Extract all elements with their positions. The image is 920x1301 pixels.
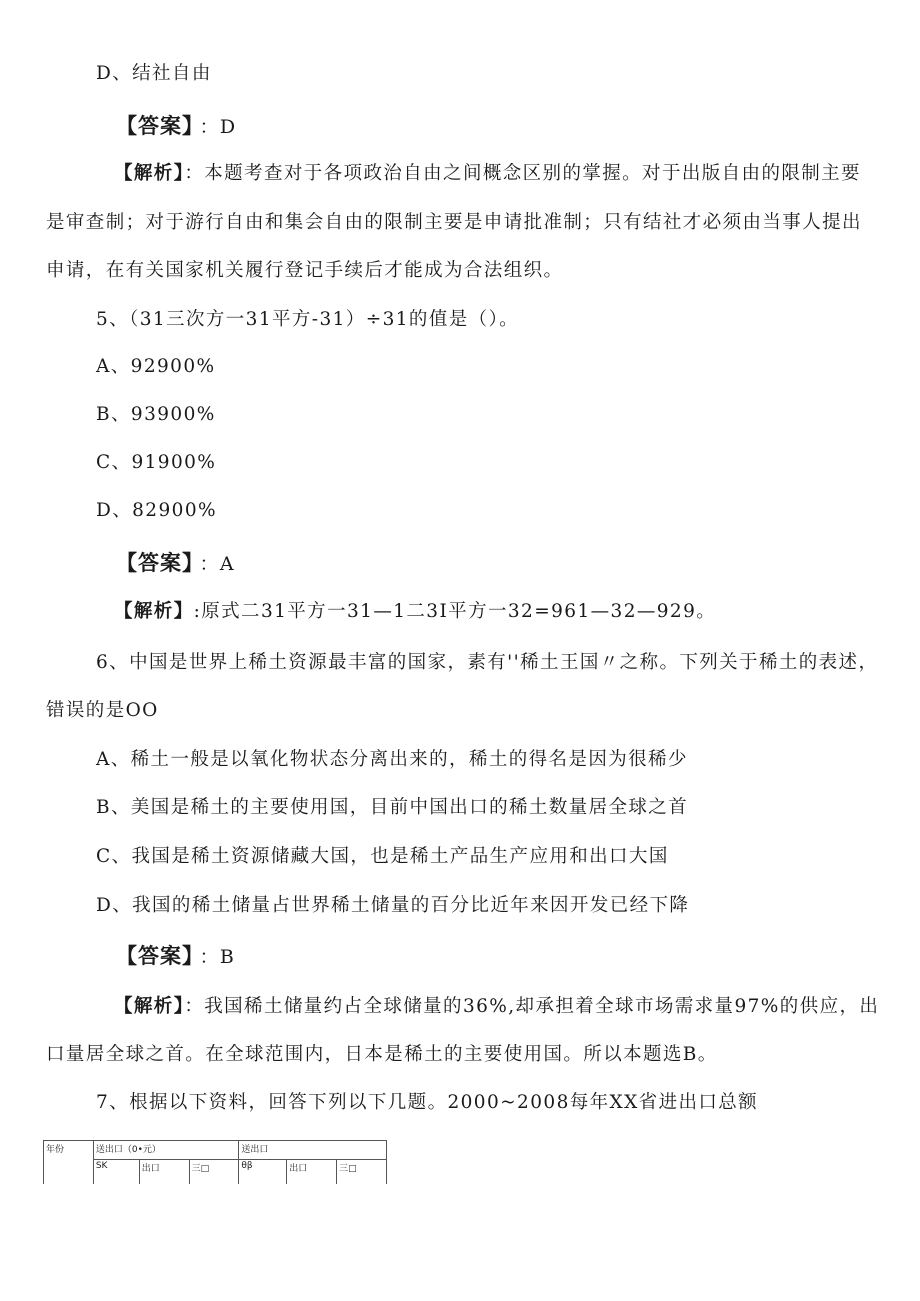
answer-value: ：B bbox=[199, 946, 236, 968]
table-cell: 三□ bbox=[189, 1160, 239, 1185]
option-d-q4: D、结社自由 bbox=[96, 63, 212, 84]
table-cell: θβ bbox=[239, 1160, 287, 1185]
table-cell: 送出口 bbox=[239, 1141, 387, 1160]
question-6-line1: 6、中国是世界上稀土资源最丰富的国家，素有''稀土王国〃之称。下列关于稀土的表述， bbox=[96, 652, 879, 673]
table-cell: 年份 bbox=[44, 1141, 94, 1185]
explanation-q4-line3: 申请，在有关国家机关履行登记手续后才能成为合法组织。 bbox=[46, 260, 564, 281]
table-cell: SK bbox=[93, 1160, 139, 1185]
explanation-q4-line1 bbox=[114, 162, 861, 186]
answer-q6 bbox=[116, 944, 235, 970]
explanation-text: :原式二31平方一31—1二3I平方一32=961—32—929。 bbox=[193, 601, 717, 622]
option-b-q6: B、美国是稀土的主要使用国，目前中国出口的稀土数量居全球之首 bbox=[96, 797, 689, 818]
answer-label: 【答案】 bbox=[116, 114, 194, 138]
option-c-q6: C、我国是稀土资源储藏大国，也是稀土产品生产应用和出口大国 bbox=[96, 846, 669, 867]
table-cell: 送出口（0•元） bbox=[93, 1141, 239, 1160]
explanation-text: ：我国稀土储量约占全球储量的36%,却承担着全球市场需求量97%的供应，出 bbox=[184, 996, 880, 1017]
question-5: 5、（31三次方一31平方-31）÷31的值是（）。 bbox=[96, 309, 520, 330]
explanation-label: 【解析】 bbox=[114, 163, 185, 184]
answer-q5 bbox=[116, 551, 235, 577]
option-b-q5: B、93900% bbox=[96, 404, 216, 425]
explanation-label: 【解析】 bbox=[114, 601, 194, 622]
explanation-q5 bbox=[114, 600, 716, 624]
option-c-q5: C、91900% bbox=[96, 452, 217, 473]
table-cell: 出口 bbox=[139, 1160, 189, 1185]
explanation-q4-line2: 是审查制；对于游行自由和集会自由的限制主要是申请批准制；只有结社才必须由当事人提出 bbox=[46, 212, 862, 233]
explanation-text: ：本题考查对于各项政治自由之间概念区别的掌握。对于出版自由的限制主要 bbox=[184, 163, 861, 184]
table-header-row bbox=[44, 1141, 387, 1160]
table-subheader-row bbox=[44, 1160, 387, 1185]
answer-value: ：D bbox=[199, 116, 237, 138]
option-d-q5: D、82900% bbox=[96, 500, 217, 521]
question-6-line2: 错误的是OO bbox=[46, 700, 159, 721]
answer-q4 bbox=[116, 114, 237, 140]
answer-label: 【答案】 bbox=[116, 551, 194, 575]
table-cell: 出口 bbox=[287, 1160, 337, 1185]
option-d-q6: D、我国的稀土储量占世界稀土储量的百分比近年来因开发已经下降 bbox=[96, 895, 690, 916]
explanation-label: 【解析】 bbox=[114, 996, 185, 1017]
explanation-q6-line1 bbox=[114, 995, 879, 1019]
answer-label: 【答案】 bbox=[116, 944, 194, 968]
question-7: 7、根据以下资料，回答下列以下几题。2000~2008每年XX省进出口总额 bbox=[96, 1092, 759, 1113]
import-export-table bbox=[43, 1140, 387, 1184]
option-a-q6: A、稀土一般是以氧化物状态分离出来的，稀土的得名是因为很稀少 bbox=[96, 749, 688, 770]
option-a-q5: A、92900% bbox=[96, 356, 216, 377]
explanation-q6-line2: 口量居全球之首。在全球范围内，日本是稀土的主要使用国。所以本题选B。 bbox=[46, 1044, 718, 1065]
table-cell: 三□ bbox=[337, 1160, 387, 1185]
answer-value: ：A bbox=[199, 553, 236, 575]
